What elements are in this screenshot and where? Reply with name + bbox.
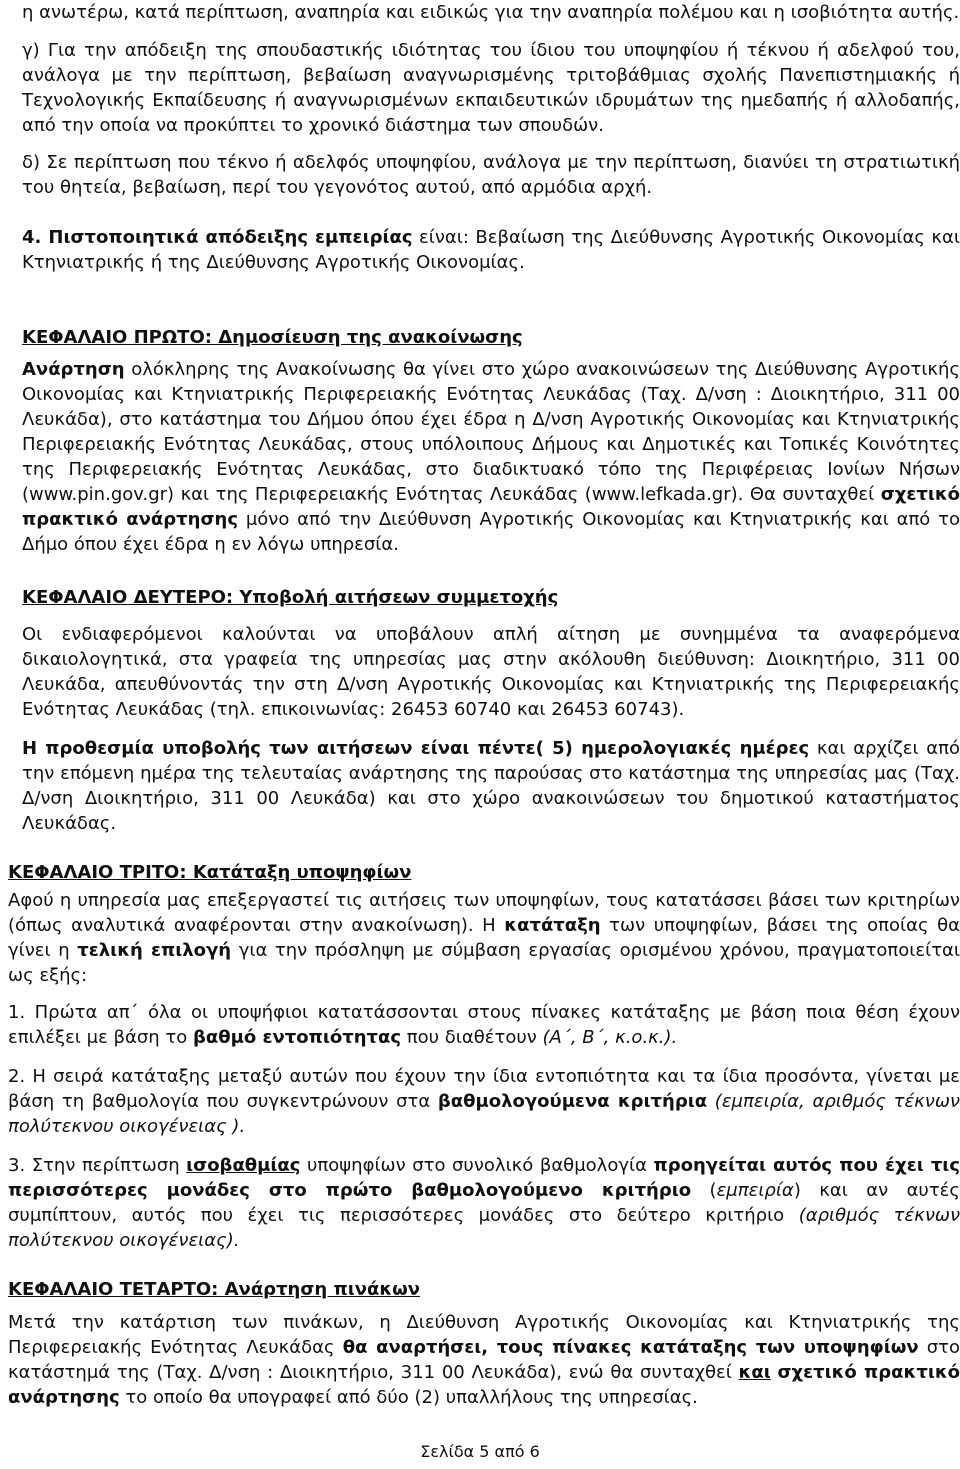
i3-italic-h: (αριθμός τέκνων πολύτεκνου οικογένειας). — [8, 1205, 960, 1251]
item-4 — [22, 225, 960, 275]
i3-bold-underline: ισοβαθμίας — [186, 1155, 301, 1176]
i1-text-a: 1. Πρώτα απ΄ όλα οι υποψήφιοι κατατάσσονται στους πίνακες κατάταξης με βάση ποια θέση έχουν επιλέξει με βάση το — [8, 1002, 960, 1048]
ch1-text-2: μόνο από την Διεύθυνση Αγροτικής Οικονομίας και Κτηνιατρικής και από το Δήμο όπου έχει έδρα η εν λόγω υπηρεσία. — [22, 509, 960, 555]
delta-text: δ) Σε περίπτωση που τέκνο ή αδελφός υποψηφίου, ανάλογα με την περίπτωση, διανύει τη στρατιωτική του θητεία, βεβαίωση, περί του γεγονότος αυτού, από αρμόδια αρχή. — [22, 152, 960, 198]
chapter-4-heading: ΚΕΦΑΛΑΙΟ ΤΕΤΑΡΤΟ: Ανάρτηση πινάκων — [8, 1279, 421, 1300]
paragraph-delta — [22, 150, 960, 200]
i3-text-g: ) και αν αυτές συμπίπτουν, αυτός που έχει τις περισσότερες μονάδες στο δεύτερο κριτήριο — [8, 1180, 960, 1226]
i2-bold: βαθμολογούμενα κριτήρια — [437, 1091, 708, 1112]
ch1-bold-1: Ανάρτηση — [22, 359, 125, 380]
ch2-deadline-text: και αρχίζει από την επόμενη ημέρα της τελευταίας ανάρτησης της παρούσας στο κατάστημα της υπηρεσίας μας (Ταχ. Δ/νση Διοικητήριο, 311 00 Λευκάδα) και στο χώρο ανακοινώσεων του δημοτικού καταστήματος Λευκάδας. — [22, 738, 960, 834]
ch4-text-a: Μετά την κατάρτιση των πινάκων, η Διεύθυνση Αγροτικής Οικονομίας και Κτηνιατρικής της Περιφερειακής Ενότητας Λευκάδας — [8, 1312, 960, 1358]
ch2-deadline: Η προθεσμία υποβολής των αιτήσεων είναι πέντε( 5) ημερολογιακές ημέρες — [22, 738, 810, 759]
ch4-bold-d: και — [738, 1362, 771, 1383]
ch4-text-g: το οποίο θα υπογραφεί από δύο (2) υπαλλήλους της υπηρεσίας. — [119, 1387, 698, 1408]
ch1-bold-2: σχετικό πρακτικό ανάρτησης — [22, 484, 960, 530]
ch4-bold-f: σχετικό πρακτικό ανάρτησης — [8, 1362, 960, 1408]
item-4-text: είναι: Βεβαίωση της Διεύθυνσης Αγροτικής Οικονομίας και Κτηνιατρικής ή της Διεύθυνσης Αγροτικής Οικονομίας. — [22, 227, 960, 273]
ch1-text-1: ολόκληρης της Ανακοίνωσης θα γίνει στο χώρο ανακοινώσεων της Διεύθυνσης Αγροτικής Οικονομίας και Κτηνιατρικής Περιφερειακής Ενότητας Λευκάδας (Ταχ. Δ/νση : Διοικητήριο, 311 00 Λευκάδα), στο κατάστημα του Δήμου όπου έχει έδρα η Δ/νση Αγροτικής Οικονομίας και Κτηνιατρικής Περιφερειακής Ενότητας Λευκάδας, στους υπόλοιπους Δήμους και Δημοτικές και Τοπικές Κοινότητες της Περιφερειακής Ενότητας Λευκάδας, στο διαδικτυακό τόπο της Περιφέρειας Ιονίων Νήσων (www.pin.gov.gr) και της Περιφερειακής Ενότητας Λευκάδας (www.lefkada.gr). Θα συνταχθεί — [22, 359, 960, 505]
chapter-1-heading: ΚΕΦΑΛΑΙΟ ΠΡΩΤΟ: Δημοσίευση της ανακοίνωσης — [22, 327, 523, 348]
ch3-bold-b: κατάταξη — [504, 915, 601, 936]
ch3-text-e: για την πρόσληψη με σύμβαση εργασίας ορισμένου χρόνου, πραγματοποιείται ως εξής: — [8, 940, 960, 986]
i3-italic-f: εμπειρία — [716, 1180, 794, 1201]
ch2-text-1: Οι ενδιαφερόμενοι καλούνται να υποβάλουν απλή αίτηση με συνημμένα τα αναφερόμενα δικαιολογητικά, στα γραφεία της υπηρεσίας μας στην ακόλουθη διεύθυνση: Διοικητήριο, 311 00 Λευκάδα, απευθύνοντάς την στη Δ/νση Αγροτικής Οικονομίας και Κτηνιατρικής της Περιφερειακής Ενότητας Λευκάδας (τηλ. επικοινωνίας: 26453 60740 και 26453 60743). — [22, 624, 960, 720]
intro-text: η ανωτέρω, κατά περίπτωση, αναπηρία και ειδικώς για την αναπηρία πολέμου και η ισοβιότητα αυτής. — [22, 2, 960, 23]
chapter-2-paragraph-2 — [22, 736, 960, 836]
i2-italic: (εμπειρία, αριθμός τέκνων πολύτεκνου οικογένειας ). — [8, 1091, 960, 1137]
ch4-text-c: στο κατάστημά της (Ταχ. Δ/νση : Διοικητήριο, 311 00 Λευκάδα), ενώ θα συνταχθεί — [8, 1337, 960, 1383]
ch3-text-c: των υποψηφίων, βάσει της οποίας θα γίνει η — [8, 915, 960, 961]
chapter-2-heading: ΚΕΦΑΛΑΙΟ ΔΕΥΤΕΡΟ: Υποβολή αιτήσεων συμμετοχής — [22, 587, 559, 608]
ch4-bold-b: θα αναρτήσει, τους πίνακες κατάταξης των υποψηφίων — [342, 1337, 919, 1358]
i3-text-a: 3. Στην περίπτωση — [8, 1155, 187, 1176]
chapter-3-paragraph — [8, 888, 960, 988]
ch3-text-a: Αφού η υπηρεσία μας επεξεργαστεί τις αιτήσεις των υποψηφίων, τους κατατάσσει βάσει των κριτηρίων (όπως αναλυτικά αναφέρονται στην ανακοίνωση). Η — [8, 890, 960, 936]
intro-line — [22, 0, 960, 25]
chapter-3-heading: ΚΕΦΑΛΑΙΟ ΤΡΙΤΟ: Κατάταξη υποψηφίων — [8, 862, 412, 883]
page-number: Σελίδα 5 από 6 — [420, 1442, 540, 1461]
ch3-item-2 — [8, 1064, 960, 1139]
ch3-bold-d: τελική επιλογή — [77, 940, 232, 961]
item-4-title: 4. Πιστοποιητικά απόδειξης εμπειρίας — [22, 227, 413, 248]
i2-text-a: 2. Η σειρά κατάταξης μεταξύ αυτών που έχουν την ίδια εντοπιότητα και τα ίδια προσόντα, γίνεται με βάση τη βαθμολογία που συγκεντρώνουν στα — [8, 1066, 960, 1112]
chapter-1-paragraph — [22, 357, 960, 557]
i1-text-c: που διαθέτουν — [401, 1027, 543, 1048]
paragraph-gamma — [22, 38, 960, 138]
chapter-2-paragraph-1 — [22, 622, 960, 722]
ch3-item-3 — [8, 1153, 960, 1253]
i3-text-c: υποψηφίων στο συνολικό βαθμολογία — [300, 1155, 654, 1176]
i3-text-e: ( — [691, 1180, 717, 1201]
ch3-item-1 — [8, 1000, 960, 1050]
gamma-text: γ) Για την απόδειξη της σπουδαστικής ιδιότητας του ίδιου του υποψηφίου ή τέκνου ή αδελφού του, ανάλογα με την περίπτωση, βεβαίωση αναγνωρισμένης τριτοβάθμιας σχολής Πανεπιστημιακής ή Τεχνολογικής Εκπαίδευσης ή αναγνωρισμένων εκπαιδευτικών ιδρυμάτων της ημεδαπής ή αλλοδαπής, από την οποία να προκύπτει το χρονικό διάστημα των σπουδών. — [22, 40, 960, 136]
i3-bold-d: προηγείται αυτός που έχει τις περισσότερες μονάδες στο πρώτο βαθμολογούμενο κριτήριο — [8, 1155, 960, 1201]
i1-bold: βαθμό εντοπιότητας — [192, 1027, 402, 1048]
chapter-4-paragraph — [8, 1310, 960, 1410]
i1-italic: (Α΄, Β΄, κ.ο.κ.). — [542, 1027, 678, 1048]
